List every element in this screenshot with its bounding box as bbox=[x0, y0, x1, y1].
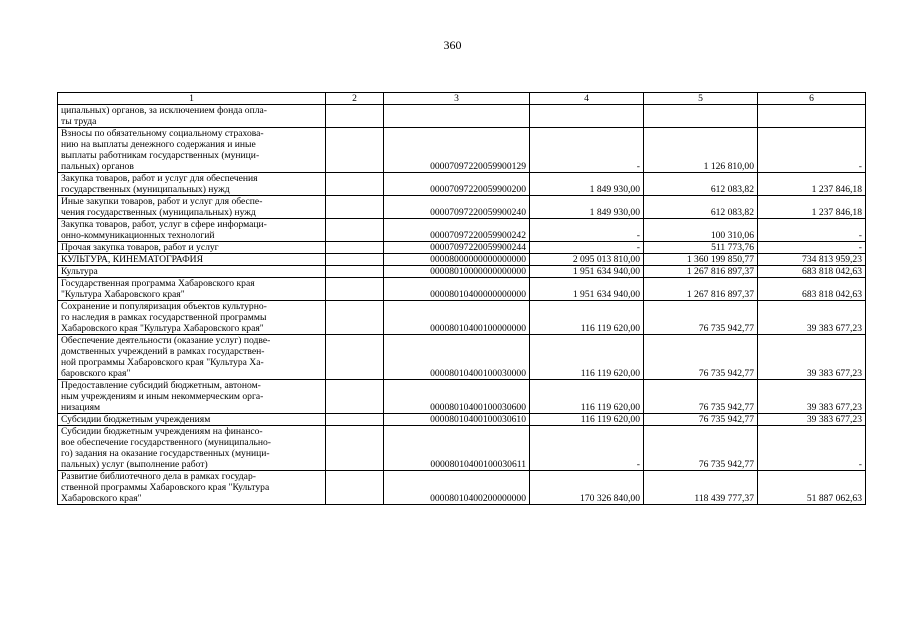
row-value-col4: - bbox=[530, 426, 644, 471]
column-header: 3 bbox=[384, 93, 530, 105]
row-value-col6: 51 887 062,63 bbox=[758, 471, 866, 505]
row-code: 00008010400000000000 bbox=[384, 278, 530, 301]
row-code: 00007097220059900244 bbox=[384, 242, 530, 254]
row-col2 bbox=[326, 196, 384, 219]
row-col2 bbox=[326, 278, 384, 301]
row-value-col4: 1 849 930,00 bbox=[530, 173, 644, 196]
row-description: Субсидии бюджетным учреждениям на финансо- вое обеспечение государственного (муниципально- го) задания на оказание государственных (муници- пальных) услуг (выполнение работ) bbox=[58, 426, 326, 471]
row-code: 00007097220059900129 bbox=[384, 128, 530, 173]
row-col2 bbox=[326, 242, 384, 254]
row-col2 bbox=[326, 471, 384, 505]
row-col2 bbox=[326, 105, 384, 128]
row-value-col6: 734 813 959,23 bbox=[758, 254, 866, 266]
row-col2 bbox=[326, 219, 384, 242]
page-number: 360 bbox=[443, 38, 462, 52]
row-code: 00008010400100030610 bbox=[384, 414, 530, 426]
row-code: 00008010400100030600 bbox=[384, 380, 530, 414]
row-value-col6: 683 818 042,63 bbox=[758, 278, 866, 301]
row-code: 00007097220059900200 bbox=[384, 173, 530, 196]
row-description: Культура bbox=[58, 266, 326, 278]
row-value-col6: 1 237 846,18 bbox=[758, 173, 866, 196]
row-value-col5: 612 083,82 bbox=[644, 173, 758, 196]
row-description: Обеспечение деятельности (оказание услуг) подве- домственных учреждений в рамках государствен- ной программы Хабаровского края "Культура Ха- баровского края" bbox=[58, 335, 326, 380]
table-body bbox=[58, 105, 866, 505]
row-description: Государственная программа Хабаровского края "Культура Хабаровского края" bbox=[58, 278, 326, 301]
row-value-col5: 76 735 942,77 bbox=[644, 335, 758, 380]
row-value-col5: 1 267 816 897,37 bbox=[644, 266, 758, 278]
column-header: 1 bbox=[58, 93, 326, 105]
table-row bbox=[58, 196, 866, 219]
row-col2 bbox=[326, 426, 384, 471]
table-row bbox=[58, 414, 866, 426]
row-value-col5: 76 735 942,77 bbox=[644, 301, 758, 335]
row-value-col6: - bbox=[758, 128, 866, 173]
row-col2 bbox=[326, 414, 384, 426]
row-description: Закупка товаров, работ, услуг в сфере информаци- онно-коммуникационных технологий bbox=[58, 219, 326, 242]
row-value-col5: 76 735 942,77 bbox=[644, 380, 758, 414]
table-row bbox=[58, 278, 866, 301]
row-code: 00008000000000000000 bbox=[384, 254, 530, 266]
row-value-col4: 2 095 013 810,00 bbox=[530, 254, 644, 266]
table-row bbox=[58, 219, 866, 242]
column-header: 5 bbox=[644, 93, 758, 105]
table-row bbox=[58, 301, 866, 335]
row-description: Закупка товаров, работ и услуг для обеспечения государственных (муниципальных) нужд bbox=[58, 173, 326, 196]
row-value-col4: 1 951 634 940,00 bbox=[530, 266, 644, 278]
row-code: 00007097220059900242 bbox=[384, 219, 530, 242]
row-value-col6: 683 818 042,63 bbox=[758, 266, 866, 278]
row-value-col4: 170 326 840,00 bbox=[530, 471, 644, 505]
row-value-col4: 116 119 620,00 bbox=[530, 301, 644, 335]
row-value-col6: 1 237 846,18 bbox=[758, 196, 866, 219]
row-code: 00008010400200000000 bbox=[384, 471, 530, 505]
row-description: Сохранение и популяризация объектов культурно- го наследия в рамках государственной программы Хабаровского края "Культура Хабаровского края" bbox=[58, 301, 326, 335]
row-description: Предоставление субсидий бюджетным, автоном- ным учреждениям и иным некоммерческим орга- низациям bbox=[58, 380, 326, 414]
row-description: Взносы по обязательному социальному страхова- нию на выплаты денежного содержания и иные выплаты работникам государственных (муници- пальных) органов bbox=[58, 128, 326, 173]
row-value-col5: 612 083,82 bbox=[644, 196, 758, 219]
row-value-col6: - bbox=[758, 219, 866, 242]
table-row bbox=[58, 128, 866, 173]
row-description: Иные закупки товаров, работ и услуг для обеспе- чения государственных (муниципальных) нужд bbox=[58, 196, 326, 219]
row-value-col4: - bbox=[530, 128, 644, 173]
row-value-col6: 39 383 677,23 bbox=[758, 301, 866, 335]
row-value-col5: 76 735 942,77 bbox=[644, 426, 758, 471]
row-value-col5: 1 360 199 850,77 bbox=[644, 254, 758, 266]
table-row bbox=[58, 335, 866, 380]
table-row bbox=[58, 266, 866, 278]
budget-table bbox=[57, 92, 866, 505]
row-col2 bbox=[326, 254, 384, 266]
row-value-col5: 1 267 816 897,37 bbox=[644, 278, 758, 301]
row-value-col4: - bbox=[530, 242, 644, 254]
row-description: Прочая закупка товаров, работ и услуг bbox=[58, 242, 326, 254]
row-code: 00008010400100030611 bbox=[384, 426, 530, 471]
row-value-col6: 39 383 677,23 bbox=[758, 380, 866, 414]
table-row bbox=[58, 242, 866, 254]
row-value-col6 bbox=[758, 105, 866, 128]
column-header: 6 bbox=[758, 93, 866, 105]
row-code: 00008010400100030000 bbox=[384, 335, 530, 380]
row-col2 bbox=[326, 335, 384, 380]
row-value-col5: 1 126 810,00 bbox=[644, 128, 758, 173]
table-header-row bbox=[58, 93, 866, 105]
row-col2 bbox=[326, 173, 384, 196]
row-description: Развитие библиотечного дела в рамках государ- ственной программы Хабаровского края "Культура Хабаровского края" bbox=[58, 471, 326, 505]
table-row bbox=[58, 426, 866, 471]
row-value-col4: 116 119 620,00 bbox=[530, 414, 644, 426]
row-value-col5 bbox=[644, 105, 758, 128]
row-col2 bbox=[326, 380, 384, 414]
row-description: ципальных) органов, за исключением фонда опла- ты труда bbox=[58, 105, 326, 128]
row-value-col6: - bbox=[758, 242, 866, 254]
row-description: КУЛЬТУРА, КИНЕМАТОГРАФИЯ bbox=[58, 254, 326, 266]
row-value-col4: 116 119 620,00 bbox=[530, 380, 644, 414]
row-value-col4: 1 951 634 940,00 bbox=[530, 278, 644, 301]
row-description: Субсидии бюджетным учреждениям bbox=[58, 414, 326, 426]
row-value-col4 bbox=[530, 105, 644, 128]
row-col2 bbox=[326, 301, 384, 335]
row-value-col5: 100 310,06 bbox=[644, 219, 758, 242]
row-code bbox=[384, 105, 530, 128]
row-code: 00008010000000000000 bbox=[384, 266, 530, 278]
column-header: 2 bbox=[326, 93, 384, 105]
table-row bbox=[58, 173, 866, 196]
row-value-col6: 39 383 677,23 bbox=[758, 335, 866, 380]
row-value-col4: - bbox=[530, 219, 644, 242]
table-row bbox=[58, 254, 866, 266]
row-value-col4: 116 119 620,00 bbox=[530, 335, 644, 380]
table-row bbox=[58, 471, 866, 505]
row-value-col5: 118 439 777,37 bbox=[644, 471, 758, 505]
row-col2 bbox=[326, 128, 384, 173]
row-code: 00008010400100000000 bbox=[384, 301, 530, 335]
row-value-col5: 511 773,76 bbox=[644, 242, 758, 254]
row-value-col6: 39 383 677,23 bbox=[758, 414, 866, 426]
row-value-col4: 1 849 930,00 bbox=[530, 196, 644, 219]
table-row bbox=[58, 380, 866, 414]
row-value-col5: 76 735 942,77 bbox=[644, 414, 758, 426]
table-row bbox=[58, 105, 866, 128]
row-code: 00007097220059900240 bbox=[384, 196, 530, 219]
row-value-col6: - bbox=[758, 426, 866, 471]
column-header: 4 bbox=[530, 93, 644, 105]
row-col2 bbox=[326, 266, 384, 278]
